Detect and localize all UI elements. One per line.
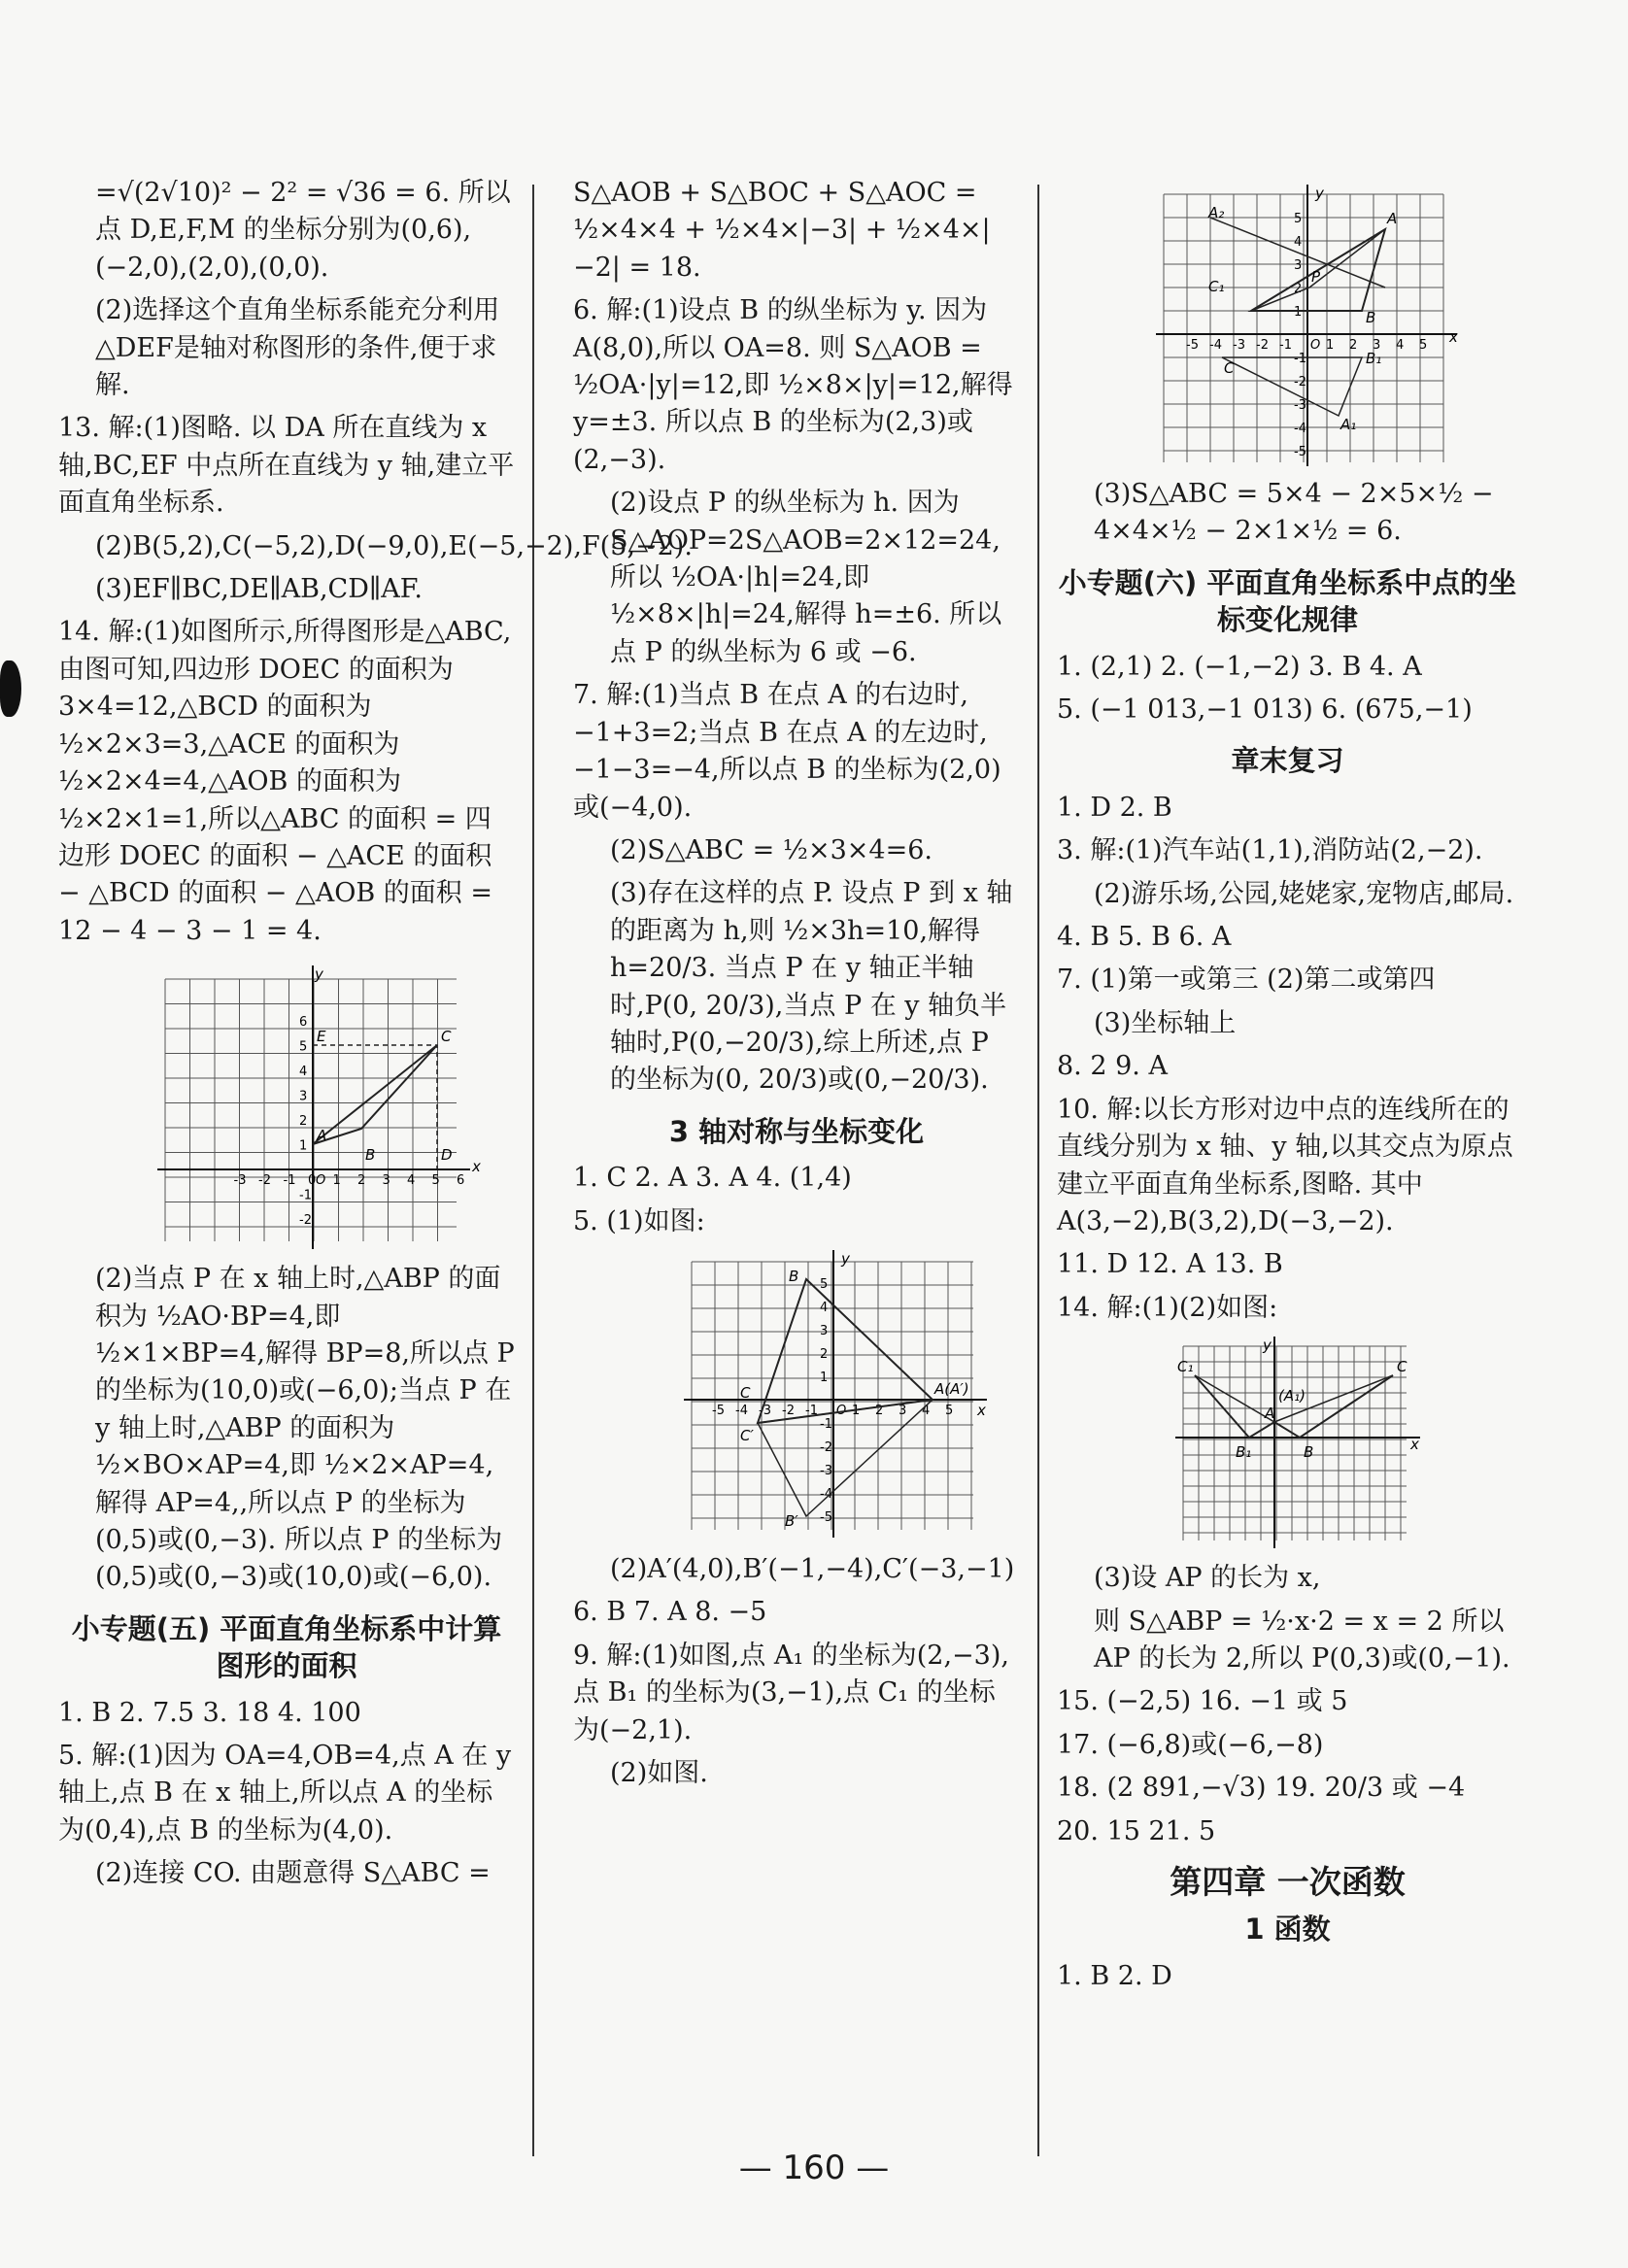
section-heading: 章末复习 [1231,744,1344,778]
answers: 15. (−2,5) 16. −1 或 5 [1057,1686,1348,1717]
answers: 8. 2 9. A [1057,1051,1168,1082]
chapter-heading: 第四章 一次函数 [1170,1862,1406,1901]
x-tick-label: 2 [875,1403,884,1418]
axis-label-y: y [315,965,323,984]
y-tick-label: 5 [820,1276,829,1292]
question-14: 14. 解:(1)(2)如图: [1057,1292,1278,1323]
triangle-abc [313,1045,437,1144]
point-label-p: P [1311,268,1321,286]
answers: 20. 15 21. 5 [1057,1815,1216,1846]
point-label-a: A [317,1127,327,1145]
question-7: 7. (1)第一或第三 (2)第二或第四 [1057,965,1436,996]
ink-blot [0,660,21,717]
paragraph: (3)坐标轴上 [1094,1007,1237,1038]
section-heading: 3 轴对称与坐标变化 [668,1114,925,1148]
x-tick-label: -1 [805,1403,818,1418]
x-tick-label: 2 [357,1173,366,1189]
point-label-b: B [1366,309,1376,326]
y-tick-label: -3 [820,1463,832,1478]
y-tick-label: 4 [299,1065,308,1080]
paragraph: (3)存在这样的点 P. 设点 P 到 x 轴的距离为 h,则 ½×3h=10,解得 h=20/3. 当点 P 在 y 轴正半轴时,P(0, 20/3),当点 P 在 y 轴负半轴时,P(0,−20/3),综上所述,点 P 的坐标为(0, 20/3)或(0,−20/3). [610,878,1013,1096]
x-tick-label: -4 [1209,338,1222,353]
question-13: 13. 解:(1)图略. 以 DA 所在直线为 x 轴,BC,EF 中点所在直线为 y 轴,建立平面直角坐标系. [58,413,515,519]
y-tick-label: -2 [299,1213,312,1229]
point-label-d: D [441,1146,453,1165]
answers: 5. (−1 013,−1 013) 6. (675,−1) [1057,694,1473,726]
y-tick-label: 4 [1294,235,1303,250]
axis-label-y: y [841,1249,850,1268]
point-label-c: C [441,1028,452,1046]
axis-label-x: x [977,1401,986,1419]
x-tick-label: 0 [308,1173,317,1189]
x-tick-label: 4 [1396,338,1405,353]
point-label-a: A(A′) [934,1379,969,1398]
x-tick-label: 6 [457,1173,465,1189]
origin-label: O [836,1403,847,1418]
section-heading: 1 函数 [1244,1913,1331,1946]
x-tick-label: -1 [1279,338,1292,353]
y-tick-label: -1 [1294,352,1306,366]
x-tick-label: -3 [759,1403,771,1418]
y-tick-label: 4 [820,1300,829,1315]
question-5-fig: 5. (1)如图: [573,1205,705,1236]
point-label-a2: A₂ [1208,204,1225,221]
answers: 1. C 2. A 3. A 4. (1,4) [573,1163,852,1194]
answers: 4. B 5. B 6. A [1057,922,1232,953]
point-label-b1: B₁ [1236,1443,1252,1462]
answers: 1. (2,1) 2. (−1,−2) 3. B 4. A [1057,651,1422,682]
x-tick-label: -5 [1186,338,1199,353]
section-heading: 小专题(五) 平面直角坐标系中计算图形的面积 [71,1611,502,1683]
answers: 1. B 2. 7.5 3. 18 4. 100 [58,1697,361,1728]
y-tick-label: -5 [1294,445,1306,459]
y-tick-label: 2 [820,1346,829,1362]
paragraph: (2)连接 CO. 由题意得 S△ABC = [95,1858,491,1889]
point-label-c: C [1224,359,1235,377]
origin-label: O [1310,338,1321,353]
y-tick-label: -1 [299,1188,312,1203]
paragraph: =√(2√10)² − 2² = √36 = 6. 所以点 D,E,F,M 的坐标分别为(0,6),(−2,0),(2,0),(0,0). [95,178,511,283]
paragraph: 则 S△ABP = ½·x·2 = x = 2 所以 AP 的长为 2,所以 P(0,3)或(0,−1). [1094,1606,1510,1674]
question-7: 7. 解:(1)当点 B 在点 A 的右边时,−1+3=2;当点 B 在点 A 的左边时,−1−3=−4,所以点 B 的坐标为(2,0)或(−4,0). [573,680,1001,823]
point-label-a1: (A₁) [1278,1387,1306,1405]
y-tick-label: 5 [1294,212,1303,226]
x-tick-label: 3 [899,1403,907,1418]
grid [1156,185,1457,466]
y-tick-label: -2 [1294,375,1306,389]
x-tick-label: 4 [922,1403,931,1418]
triangle-a1b1c1 [1222,357,1362,416]
y-tick-label: 1 [820,1370,829,1385]
question-6: 6. 解:(1)设点 B 的纵坐标为 y. 因为 A(8,0),所以 OA=8. 则 S△AOB = ½OA·|y|=12,即 ½×8×|y|=12,解得 y=±3. 所以点 B 的坐标为(2,3)或(2,−3). [573,295,1013,475]
y-tick-label: -5 [820,1509,832,1525]
y-tick-label: -4 [1294,422,1306,436]
figure-q14b [1173,1337,1426,1550]
x-tick-label: -4 [735,1403,748,1418]
y-tick-label: -3 [1294,398,1306,413]
column-divider [1037,185,1039,2156]
paragraph: (2)B(5,2),C(−5,2),D(−9,0),E(−5,−2),F(5,−2). [95,530,693,561]
point-label-c1: C₁ [1177,1358,1194,1376]
x-tick-label: 5 [945,1403,954,1418]
paragraph: (2)当点 P 在 x 轴上时,△ABP 的面积为 ½AO·BP=4,即 ½×1×BP=4,解得 BP=8,所以点 P 的坐标为(10,0)或(−6,0);当点 P 在 y 轴上时,△ABP 的面积为 ½×BO×AP=4,即 ½×2×AP=4,解得 AP=4,,所以点 P 的坐标为(0,5)或(0,−3). 所以点 P 的坐标为(0,5)或(0,−3)或(10,0)或(−6,0). [95,1264,515,1593]
x-tick-label: -5 [712,1403,725,1418]
y-tick-label: 1 [1294,305,1303,320]
figure-q9 [1154,185,1465,466]
point-label-a: A [1387,210,1398,227]
y-tick-label: 6 [299,1015,308,1031]
x-tick-label: 2 [1349,338,1358,353]
y-tick-label: 3 [299,1089,308,1104]
x-tick-label: -2 [258,1173,271,1189]
segment [1210,218,1385,288]
axis-label-y: y [1315,185,1324,202]
paragraph: (2)选择这个直角坐标系能充分利用△DEF是轴对称图形的条件,便于求解. [95,295,500,401]
x-tick-label: 5 [431,1173,440,1189]
paragraph: (2)游乐场,公园,姥姥家,宠物店,邮局. [1094,878,1514,909]
paragraph: (2)如图. [610,1758,708,1788]
point-label-b1: B₁ [1366,350,1382,367]
point-label-b: B [365,1146,376,1165]
axis-label-x: x [1449,328,1458,346]
axis-label-x: x [472,1158,481,1176]
paragraph: (3)S△ABC = 5×4 − 2×5×½ − 4×4×½ − 2×1×½ = 6. [1094,479,1494,547]
point-label-b: B [1304,1443,1314,1462]
grid [157,965,470,1249]
figure-q14 [146,960,495,1251]
answers: 18. (2 891,−√3) 19. 20/3 或 −4 [1057,1773,1466,1804]
point-label-c1: C₁ [1208,278,1225,295]
x-tick-label: 3 [382,1173,390,1189]
paragraph: (2)设点 P 的纵坐标为 h. 因为 S△AOP=2S△AOB=2×12=24,所以 ½OA·|h|=24,即 ½×8×|h|=24,解得 h=±6. 所以点 P 的纵坐标为 6 或 −6. [610,488,1002,667]
answers: 11. D 12. A 13. B [1057,1249,1283,1280]
y-tick-label: -4 [820,1486,832,1502]
point-label-e: E [317,1028,326,1046]
y-tick-label: 2 [1294,282,1303,296]
origin-label: O [316,1173,326,1189]
point-label-b: B [789,1267,799,1285]
point-label-b-prime: B′ [785,1511,798,1530]
x-tick-label: 4 [407,1173,416,1189]
x-tick-label: 3 [1373,338,1381,353]
column-divider [532,185,534,2156]
answers: 1. D 2. B [1057,792,1172,823]
x-tick-label: -3 [1233,338,1245,353]
x-tick-label: -1 [283,1173,296,1189]
grid [1175,1337,1420,1548]
x-tick-label: 1 [332,1173,341,1189]
question-9: 9. 解:(1)如图,点 A₁ 的坐标为(2,−3),点 B₁ 的坐标为(3,−1),点 C₁ 的坐标为(−2,1). [573,1640,1009,1745]
figure-q5 [680,1250,991,1541]
answers: 17. (−6,8)或(−6,−8) [1057,1729,1324,1760]
answers: 1. B 2. D [1057,1960,1172,1991]
paragraph: (2)A′(4,0),B′(−1,−4),C′(−3,−1) [610,1553,1015,1584]
question-3: 3. 解:(1)汽车站(1,1),消防站(2,−2). [1057,835,1483,866]
path-c1-c [1195,1375,1393,1438]
x-tick-label: 5 [1419,338,1428,353]
point-label-c: C [1397,1358,1408,1376]
y-tick-label: -2 [820,1439,832,1455]
page-number: — 160 — [738,2149,890,2187]
question-5: 5. 解:(1)因为 OA=4,OB=4,点 A 在 y 轴上,点 B 在 x 轴上,所以点 A 的坐标为(0,4),点 B 的坐标为(4,0). [58,1741,512,1845]
question-10: 10. 解:以长方形对边中点的连线所在的直线分别为 x 轴、y 轴,以其交点为原点建立平面直角坐标系,图略. 其中 A(3,−2),B(3,2),D(−3,−2). [1057,1094,1513,1236]
point-label-c-prime: C′ [740,1426,754,1444]
point-label-c: C [740,1383,751,1402]
paragraph: (2)S△ABC = ½×3×4=6. [610,834,933,865]
point-label-a1: A₁ [1340,416,1357,433]
answers: 6. B 7. A 8. −5 [573,1597,767,1628]
x-tick-label: -2 [1256,338,1269,353]
point-label-a: A [1265,1405,1275,1423]
x-tick-label: 1 [852,1403,861,1418]
y-tick-label: 2 [299,1114,308,1130]
y-tick-label: 3 [1294,258,1303,273]
x-tick-label: 1 [1326,338,1335,353]
y-tick-label: 5 [299,1039,308,1055]
column-2 [573,175,1020,1798]
paragraph: S△AOB + S△BOC + S△AOC = ½×4×4 + ½×4×|−3| + ½×4×|−2| = 18. [573,178,991,283]
y-tick-label: 3 [820,1323,829,1338]
paragraph: (3)设 AP 的长为 x, [1094,1563,1321,1594]
column-3 [1057,185,1518,2001]
y-tick-label: -1 [820,1416,832,1432]
paragraph: (3)EF∥BC,DE∥AB,CD∥AF. [95,574,423,605]
x-tick-label: -2 [782,1403,795,1418]
x-tick-label: -3 [233,1173,247,1189]
axis-label-y: y [1263,1337,1272,1355]
y-tick-label: 1 [299,1138,308,1154]
axis-label-x: x [1410,1436,1419,1454]
question-14: 14. 解:(1)如图所示,所得图形是△ABC,由图可知,四边形 DOEC 的面积为 3×4=12,△BCD 的面积为 ½×2×3=3,△ACE 的面积为 ½×2×4=4,△AOB 的面积为 ½×2×1=1,所以△ABC 的面积 = 四边形 DOEC 的面积 − △ACE 的面积 − △BCD 的面积 − △AOB 的面积 = 12 − 4 − 3 − 1 = 4. [58,617,512,946]
section-heading: 小专题(六) 平面直角坐标系中点的坐标变化规律 [1058,565,1517,637]
